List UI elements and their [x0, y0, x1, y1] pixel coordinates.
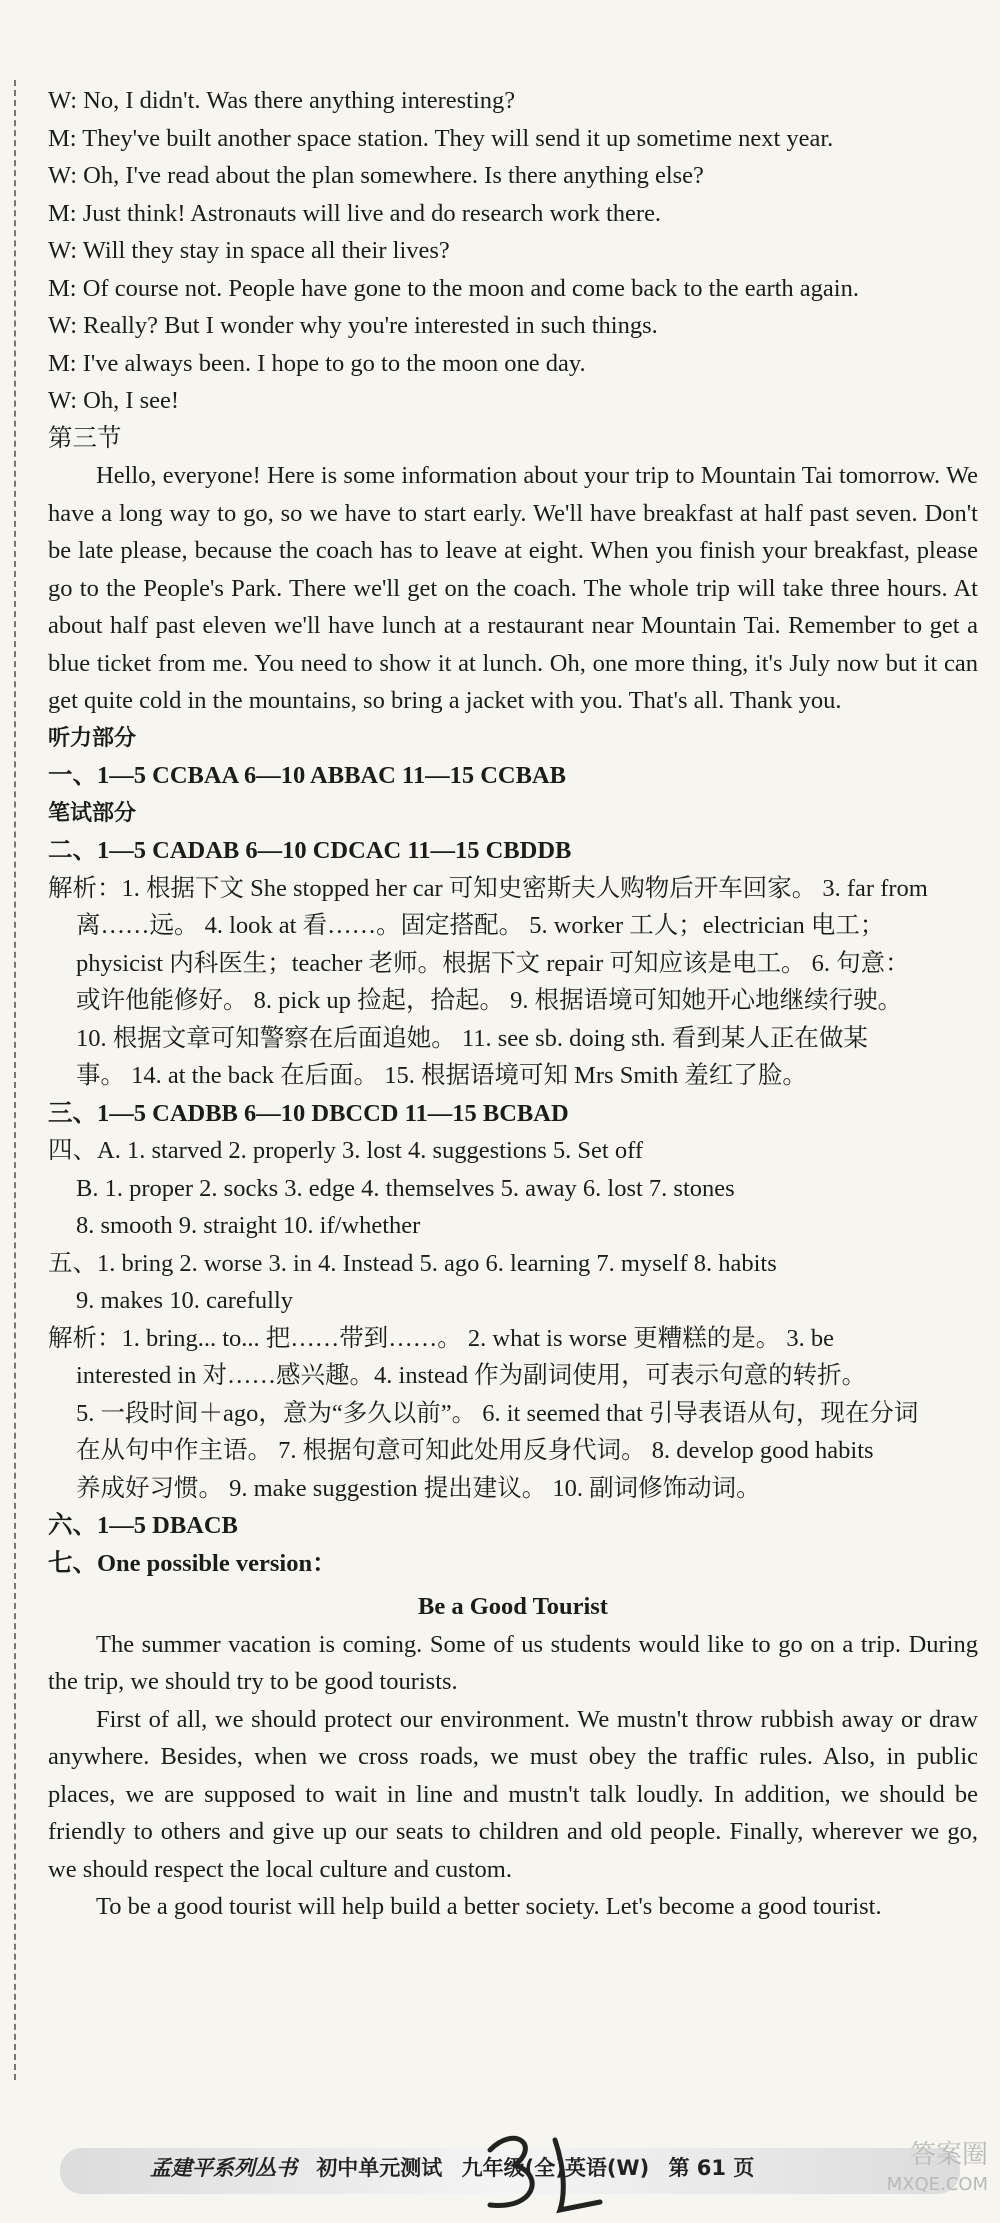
- essay-paragraph: First of all, we should protect our environment. We mustn't throw rubbish away or draw anywhere. Besides, when we cross roads, we must obey the traffic rules. Also, in public places, we are supposed to wait in line and mustn't talk loudly. In addition, we should be friendly to others and give up our seats to children and old people. Finally, wherever we go, we should respect the local culture and custom.: [48, 1705, 978, 1883]
- analysis-line: 或许他能修好。 8. pick up 捡起，拾起。 9. 根据语境可知她开心地继续行驶。: [76, 987, 903, 1014]
- dialogue-line: M: Just think! Astronauts will live and do research work there.: [48, 199, 662, 227]
- grade-label: 九年级(全)英语(W): [461, 2156, 650, 2180]
- binding-margin: [14, 80, 26, 2080]
- dialogue-line: W: Oh, I see!: [48, 387, 180, 414]
- handwritten-scribble: [470, 2120, 610, 2220]
- series-name: 孟建平系列丛书: [150, 2155, 297, 2180]
- part4-b-answers: B. 1. proper 2. socks 3. edge 4. themselves 5. away 6. lost 7. stones: [76, 1174, 735, 1202]
- analysis-line: 解析：1. 根据下文 She stopped her car 可知史密斯夫人购物后开车回家。 3. far from: [48, 874, 928, 902]
- analysis-line: physicist 内科医生；teacher 老师。根据下文 repair 可知应该是电工。 6. 句意：: [76, 949, 910, 977]
- page-number: 第 61 页: [668, 2156, 755, 2180]
- dialogue-line: M: I've always been. I hope to go to the moon one day.: [48, 349, 586, 377]
- essay-title: Be a Good Tourist: [418, 1593, 608, 1620]
- analysis-line: 离……远。 4. look at 看……。固定搭配。 5. worker 工人；electrician 电工；: [76, 912, 885, 939]
- analysis-line: 事。 14. at the back 在后面。 15. 根据语境可知 Mrs Smith 羞红了脸。: [76, 1062, 807, 1089]
- listening-answers: 一、1—5 CCBAA 6—10 ABBAC 11—15 CCBAB: [48, 762, 566, 789]
- analysis-line: 5. 一段时间＋ago，意为“多久以前”。 6. it seemed that 引导表语从句，现在分词: [76, 1399, 919, 1427]
- listening-heading: 听力部分: [48, 725, 137, 751]
- part4-a-answers: 四、A. 1. starved 2. properly 3. lost 4. suggestions 5. Set off: [48, 1137, 643, 1164]
- watermark-title: 答案圈: [909, 2140, 988, 2170]
- book-name: 初中单元测试: [316, 2156, 443, 2180]
- analysis-line: 在从句中作主语。 7. 根据句意可知此处用反身代词。 8. develop good habits: [76, 1437, 874, 1464]
- section3-heading: 第三节: [48, 424, 122, 452]
- dialogue-line: W: No, I didn't. Was there anything interesting?: [48, 87, 516, 114]
- analysis-line: interested in 对……感兴趣。4. instead 作为副词使用，可表示句意的转折。: [76, 1362, 867, 1389]
- part7-heading: 七、One possible version：: [48, 1549, 337, 1577]
- dialogue-line: M: They've built another space station. They will send it up sometime next year.: [48, 124, 834, 152]
- dialogue-line: W: Will they stay in space all their lives?: [48, 237, 450, 264]
- part2-answers: 二、1—5 CADAB 6—10 CDCAC 11—15 CBDDB: [48, 837, 572, 864]
- dialogue-line: W: Oh, I've read about the plan somewhere. Is there anything else?: [48, 162, 704, 189]
- analysis-line: 养成好习惯。 9. make suggestion 提出建议。 10. 副词修饰动词。: [76, 1474, 761, 1502]
- essay-paragraph: To be a good tourist will help build a better society. Let's become a good tourist.: [96, 1893, 882, 1920]
- written-heading: 笔试部分: [48, 800, 137, 826]
- watermark-url: MXQE.COM: [886, 2174, 988, 2195]
- section3-text: Hello, everyone! Here is some information about your trip to Mountain Tai tomorrow. We have a long way to go, so we have to start early. We'll have breakfast at half past seven. Don't be late please, because the coach has to leave at eight. When you finish your breakfast, please go to the People's Park. There we'll get on the coach. The whole trip will take three hours. At about half past eleven we'll have lunch at a restaurant near Mountain Tai. Remember to get a blue ticket from me. You need to show it at lunch. Oh, one more thing, it's July now but it can get quite cold in the mountains, so bring a jacket with you. That's all. Thank you.: [48, 462, 978, 714]
- analysis-line: 10. 根据文章可知警察在后面追她。 11. see sb. doing sth. 看到某人正在做某: [76, 1024, 868, 1052]
- dialogue-line: M: Of course not. People have gone to the moon and come back to the earth again.: [48, 274, 859, 302]
- dialogue-line: W: Really? But I wonder why you're interested in such things.: [48, 312, 658, 339]
- part4-b-answers: 8. smooth 9. straight 10. if/whether: [76, 1212, 421, 1239]
- part5-answers: 五、1. bring 2. worse 3. in 4. Instead 5. ago 6. learning 7. myself 8. habits: [48, 1249, 777, 1277]
- part3-answers: 三、1—5 CADBB 6—10 DBCCD 11—15 BCBAD: [48, 1099, 569, 1127]
- footer-text: [150, 2152, 766, 2182]
- analysis-line: 解析：1. bring... to... 把……带到……。 2. what is worse 更糟糕的是。 3. be: [48, 1324, 834, 1352]
- answer-page: [48, 82, 978, 1926]
- part5-answers: 9. makes 10. carefully: [76, 1287, 294, 1314]
- essay-paragraph: The summer vacation is coming. Some of us students would like to go on a trip. During the trip, we should try to be good tourists.: [48, 1630, 978, 1695]
- part6-answers: 六、1—5 DBACB: [48, 1512, 238, 1539]
- watermark: [887, 2140, 988, 2200]
